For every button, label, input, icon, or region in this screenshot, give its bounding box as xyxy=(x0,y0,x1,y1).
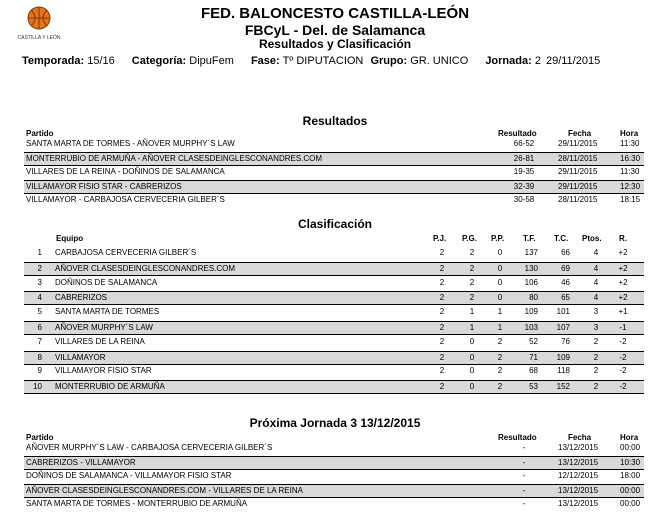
standing-points: 2 xyxy=(593,366,599,376)
match-name: VILLARES DE LA REINA - DOÑINOS DE SALAMANCA xyxy=(26,167,225,176)
won: 1 xyxy=(469,307,475,317)
lost: 0 xyxy=(497,293,503,303)
col-racha: R. xyxy=(619,234,627,243)
team-name: DOÑINOS DE SALAMANCA xyxy=(55,277,158,287)
points-for: 109 xyxy=(524,307,538,317)
standing-points: 2 xyxy=(593,382,599,392)
match-date: 29/11/2015 xyxy=(558,167,598,176)
team-position: 3 xyxy=(37,277,42,287)
team-name: VILLAMAYOR FISIO STAR xyxy=(55,366,152,376)
team-position: 2 xyxy=(37,263,42,273)
points-for: 137 xyxy=(524,248,538,257)
match-name: VILLAMAYOR - CARBAJOSA CERVECERIA GILBER´S xyxy=(26,195,225,204)
played: 2 xyxy=(439,336,445,346)
standing-points: 3 xyxy=(593,323,599,332)
proxima-title: Próxima Jornada 3 13/12/2015 xyxy=(249,416,421,430)
match-date: 13/12/2015 xyxy=(558,443,599,452)
points-against: 109 xyxy=(556,352,570,362)
won: 2 xyxy=(469,248,475,257)
team-name: CARBAJOSA CERVECERIA GILBER´S xyxy=(55,248,197,257)
federation-title: FED. BALONCESTO CASTILLA-LEÓN xyxy=(200,5,470,22)
streak: -2 xyxy=(619,366,627,376)
points-against: 69 xyxy=(561,263,570,273)
match-name: SANTA MARTA DE TORMES - AÑOVER MURPHY´S LAW xyxy=(26,139,235,148)
match-score: - xyxy=(522,499,526,508)
table-row xyxy=(24,365,644,377)
col-tf: T.F. xyxy=(523,234,536,243)
streak: +2 xyxy=(618,263,628,273)
match-name: AÑOVER MURPHY´S LAW - CARBAJOSA CERVECERIA GILBER´S xyxy=(26,443,273,452)
played: 2 xyxy=(439,263,445,273)
col-fecha-proxima: Fecha xyxy=(568,433,592,442)
points-against: 118 xyxy=(557,366,570,376)
points-for: 71 xyxy=(529,352,538,362)
lost: 1 xyxy=(497,323,503,332)
played: 2 xyxy=(439,382,445,392)
standing-points: 4 xyxy=(593,277,599,287)
competition-meta: Temporada: 15/16 Categoría: DipuFem Fase: Tº DIPUTACION Grupo: GR. UNICO Jornada: 2 29/11/2015 xyxy=(22,55,601,67)
team-name: VILLARES DE LA REINA xyxy=(55,336,145,346)
table-row xyxy=(24,277,644,289)
delegation-title: FBCyL - Del. de Salamanca xyxy=(244,22,426,38)
match-name: VILLAMAYOR FISIO STAR - CABRERIZOS xyxy=(26,182,182,191)
col-pg: P.G. xyxy=(462,234,477,243)
table-row xyxy=(24,262,644,276)
streak: -1 xyxy=(619,323,627,332)
won: 0 xyxy=(469,366,475,376)
won: 2 xyxy=(469,277,475,287)
table-row xyxy=(24,336,644,348)
points-against: 76 xyxy=(561,336,570,346)
col-resultado: Resultado xyxy=(498,129,537,138)
table-row xyxy=(24,321,644,335)
page-subtitle: Resultados y Clasificación xyxy=(258,37,412,51)
won: 2 xyxy=(469,263,475,273)
points-against: 65 xyxy=(561,293,570,303)
match-score: - xyxy=(522,486,526,495)
won: 1 xyxy=(469,323,475,332)
played: 2 xyxy=(439,307,445,317)
match-name: AÑOVER CLASESDEINGLESCONANDRES.COM - VILLARES DE LA REINA xyxy=(26,486,303,495)
played: 2 xyxy=(439,277,445,287)
lost: 0 xyxy=(497,277,503,287)
team-position: 10 xyxy=(33,382,42,392)
table-row xyxy=(24,380,644,394)
svg-text:CASTILLA Y LEÓN: CASTILLA Y LEÓN xyxy=(17,35,61,41)
col-equipo: Equipo xyxy=(56,234,84,243)
table-row xyxy=(24,306,644,318)
col-pp: P.P. xyxy=(491,234,505,243)
streak: +1 xyxy=(618,307,628,317)
match-date: 28/11/2015 xyxy=(558,195,598,204)
standing-points: 4 xyxy=(593,263,599,273)
points-for: 106 xyxy=(524,277,538,287)
team-name: VILLAMAYOR xyxy=(55,352,106,362)
col-resultado-proxima: Resultado xyxy=(498,433,537,442)
played: 2 xyxy=(439,293,445,303)
match-date: 29/11/2015 xyxy=(558,139,598,148)
team-position: 9 xyxy=(37,366,42,376)
points-for: 130 xyxy=(524,263,538,273)
lost: 2 xyxy=(497,382,503,392)
points-against: 107 xyxy=(556,323,570,332)
team-position: 7 xyxy=(37,336,42,346)
match-score: 26-81 xyxy=(513,154,535,163)
standing-points: 2 xyxy=(593,336,599,346)
lost: 0 xyxy=(497,263,503,273)
col-pj: P.J. xyxy=(433,234,447,243)
match-score: 19-35 xyxy=(513,167,535,176)
standing-points: 4 xyxy=(593,248,599,257)
match-time: 11:30 xyxy=(620,167,640,176)
match-score: 66-52 xyxy=(513,139,535,148)
match-date: 13/12/2015 xyxy=(558,486,599,495)
table-row xyxy=(24,194,644,206)
points-for: 68 xyxy=(529,366,538,376)
streak: +2 xyxy=(618,277,628,287)
points-for: 52 xyxy=(529,336,538,346)
won: 2 xyxy=(469,293,475,303)
won: 0 xyxy=(469,382,475,392)
match-name: SANTA MARTA DE TORMES - MONTERRUBIO DE ARMUÑA xyxy=(26,499,248,508)
points-against: 152 xyxy=(556,382,570,392)
played: 2 xyxy=(439,352,445,362)
table-row xyxy=(24,166,644,178)
match-time: 12:30 xyxy=(620,182,641,191)
match-name: MONTERRUBIO DE ARMUÑA - AÑOVER CLASESDEINGLESCONANDRES.COM xyxy=(26,154,323,163)
table-row xyxy=(24,138,644,150)
match-score: 30-58 xyxy=(513,195,535,204)
points-for: 103 xyxy=(524,323,538,332)
table-row xyxy=(24,442,644,454)
match-date: 13/12/2015 xyxy=(558,458,599,467)
played: 2 xyxy=(439,248,445,257)
match-time: 00:00 xyxy=(620,499,641,508)
streak: -2 xyxy=(619,352,627,362)
streak: -2 xyxy=(619,336,627,346)
lost: 1 xyxy=(497,307,503,317)
col-tc: T.C. xyxy=(554,234,569,243)
table-row xyxy=(24,180,644,194)
table-row xyxy=(24,152,644,166)
team-name: AÑOVER CLASESDEINGLESCONANDRES.COM xyxy=(55,263,236,273)
table-row xyxy=(24,291,644,305)
points-against: 46 xyxy=(561,277,570,287)
match-date: 13/12/2015 xyxy=(558,499,599,508)
team-position: 6 xyxy=(37,323,42,332)
team-position: 8 xyxy=(37,352,42,362)
match-time: 00:00 xyxy=(620,443,641,452)
standing-points: 4 xyxy=(593,293,599,303)
table-row xyxy=(24,351,644,365)
streak: +2 xyxy=(618,248,628,257)
match-score: - xyxy=(522,443,526,452)
team-name: CABRERIZOS xyxy=(55,293,108,303)
lost: 2 xyxy=(497,336,503,346)
points-against: 66 xyxy=(561,248,570,257)
match-date: 29/11/2015 xyxy=(558,182,598,191)
played: 2 xyxy=(439,323,445,332)
match-score: - xyxy=(522,471,526,480)
team-name: MONTERRUBIO DE ARMUÑA xyxy=(55,382,165,392)
lost: 2 xyxy=(497,366,503,376)
match-score: 32-39 xyxy=(513,182,535,191)
won: 0 xyxy=(469,336,475,346)
col-fecha: Fecha xyxy=(568,129,592,138)
streak: +2 xyxy=(618,293,628,303)
points-against: 101 xyxy=(556,307,570,317)
won: 0 xyxy=(469,352,475,362)
points-for: 53 xyxy=(529,382,538,392)
match-score: - xyxy=(522,458,526,467)
match-date: 28/11/2015 xyxy=(558,154,598,163)
played: 2 xyxy=(439,366,445,376)
match-time: 10:30 xyxy=(620,458,641,467)
lost: 0 xyxy=(497,248,503,257)
col-hora: Hora xyxy=(620,129,639,138)
standing-points: 2 xyxy=(593,352,599,362)
table-row xyxy=(24,484,644,498)
col-partido-proxima: Partido xyxy=(26,433,54,442)
team-position: 1 xyxy=(37,248,42,257)
match-time: 18:00 xyxy=(620,471,641,480)
streak: -2 xyxy=(619,382,627,392)
match-date: 12/12/2015 xyxy=(558,471,599,480)
standing-points: 3 xyxy=(593,307,599,317)
team-name: AÑOVER MURPHY´S LAW xyxy=(55,323,153,332)
match-name: CABRERIZOS - VILLAMAYOR xyxy=(26,458,136,467)
resultados-title: Resultados xyxy=(302,114,368,128)
match-name: DOÑINOS DE SALAMANCA - VILLAMAYOR FISIO STAR xyxy=(26,471,232,480)
clasificacion-title: Clasificación xyxy=(297,217,373,231)
match-time: 11:30 xyxy=(620,139,640,148)
table-row xyxy=(24,470,644,482)
points-for: 80 xyxy=(529,293,538,303)
table-row xyxy=(24,247,644,259)
col-hora-proxima: Hora xyxy=(620,433,639,442)
lost: 2 xyxy=(497,352,503,362)
match-time: 18:15 xyxy=(620,195,641,204)
team-name: SANTA MARTA DE TORMES xyxy=(55,307,160,317)
col-partido: Partido xyxy=(26,129,54,138)
match-time: 00:00 xyxy=(620,486,641,495)
table-row xyxy=(24,498,644,510)
team-position: 5 xyxy=(37,307,42,317)
match-time: 16:30 xyxy=(620,154,641,163)
table-row xyxy=(24,456,644,470)
col-ptos: Ptos. xyxy=(582,234,602,243)
team-position: 4 xyxy=(37,293,42,303)
